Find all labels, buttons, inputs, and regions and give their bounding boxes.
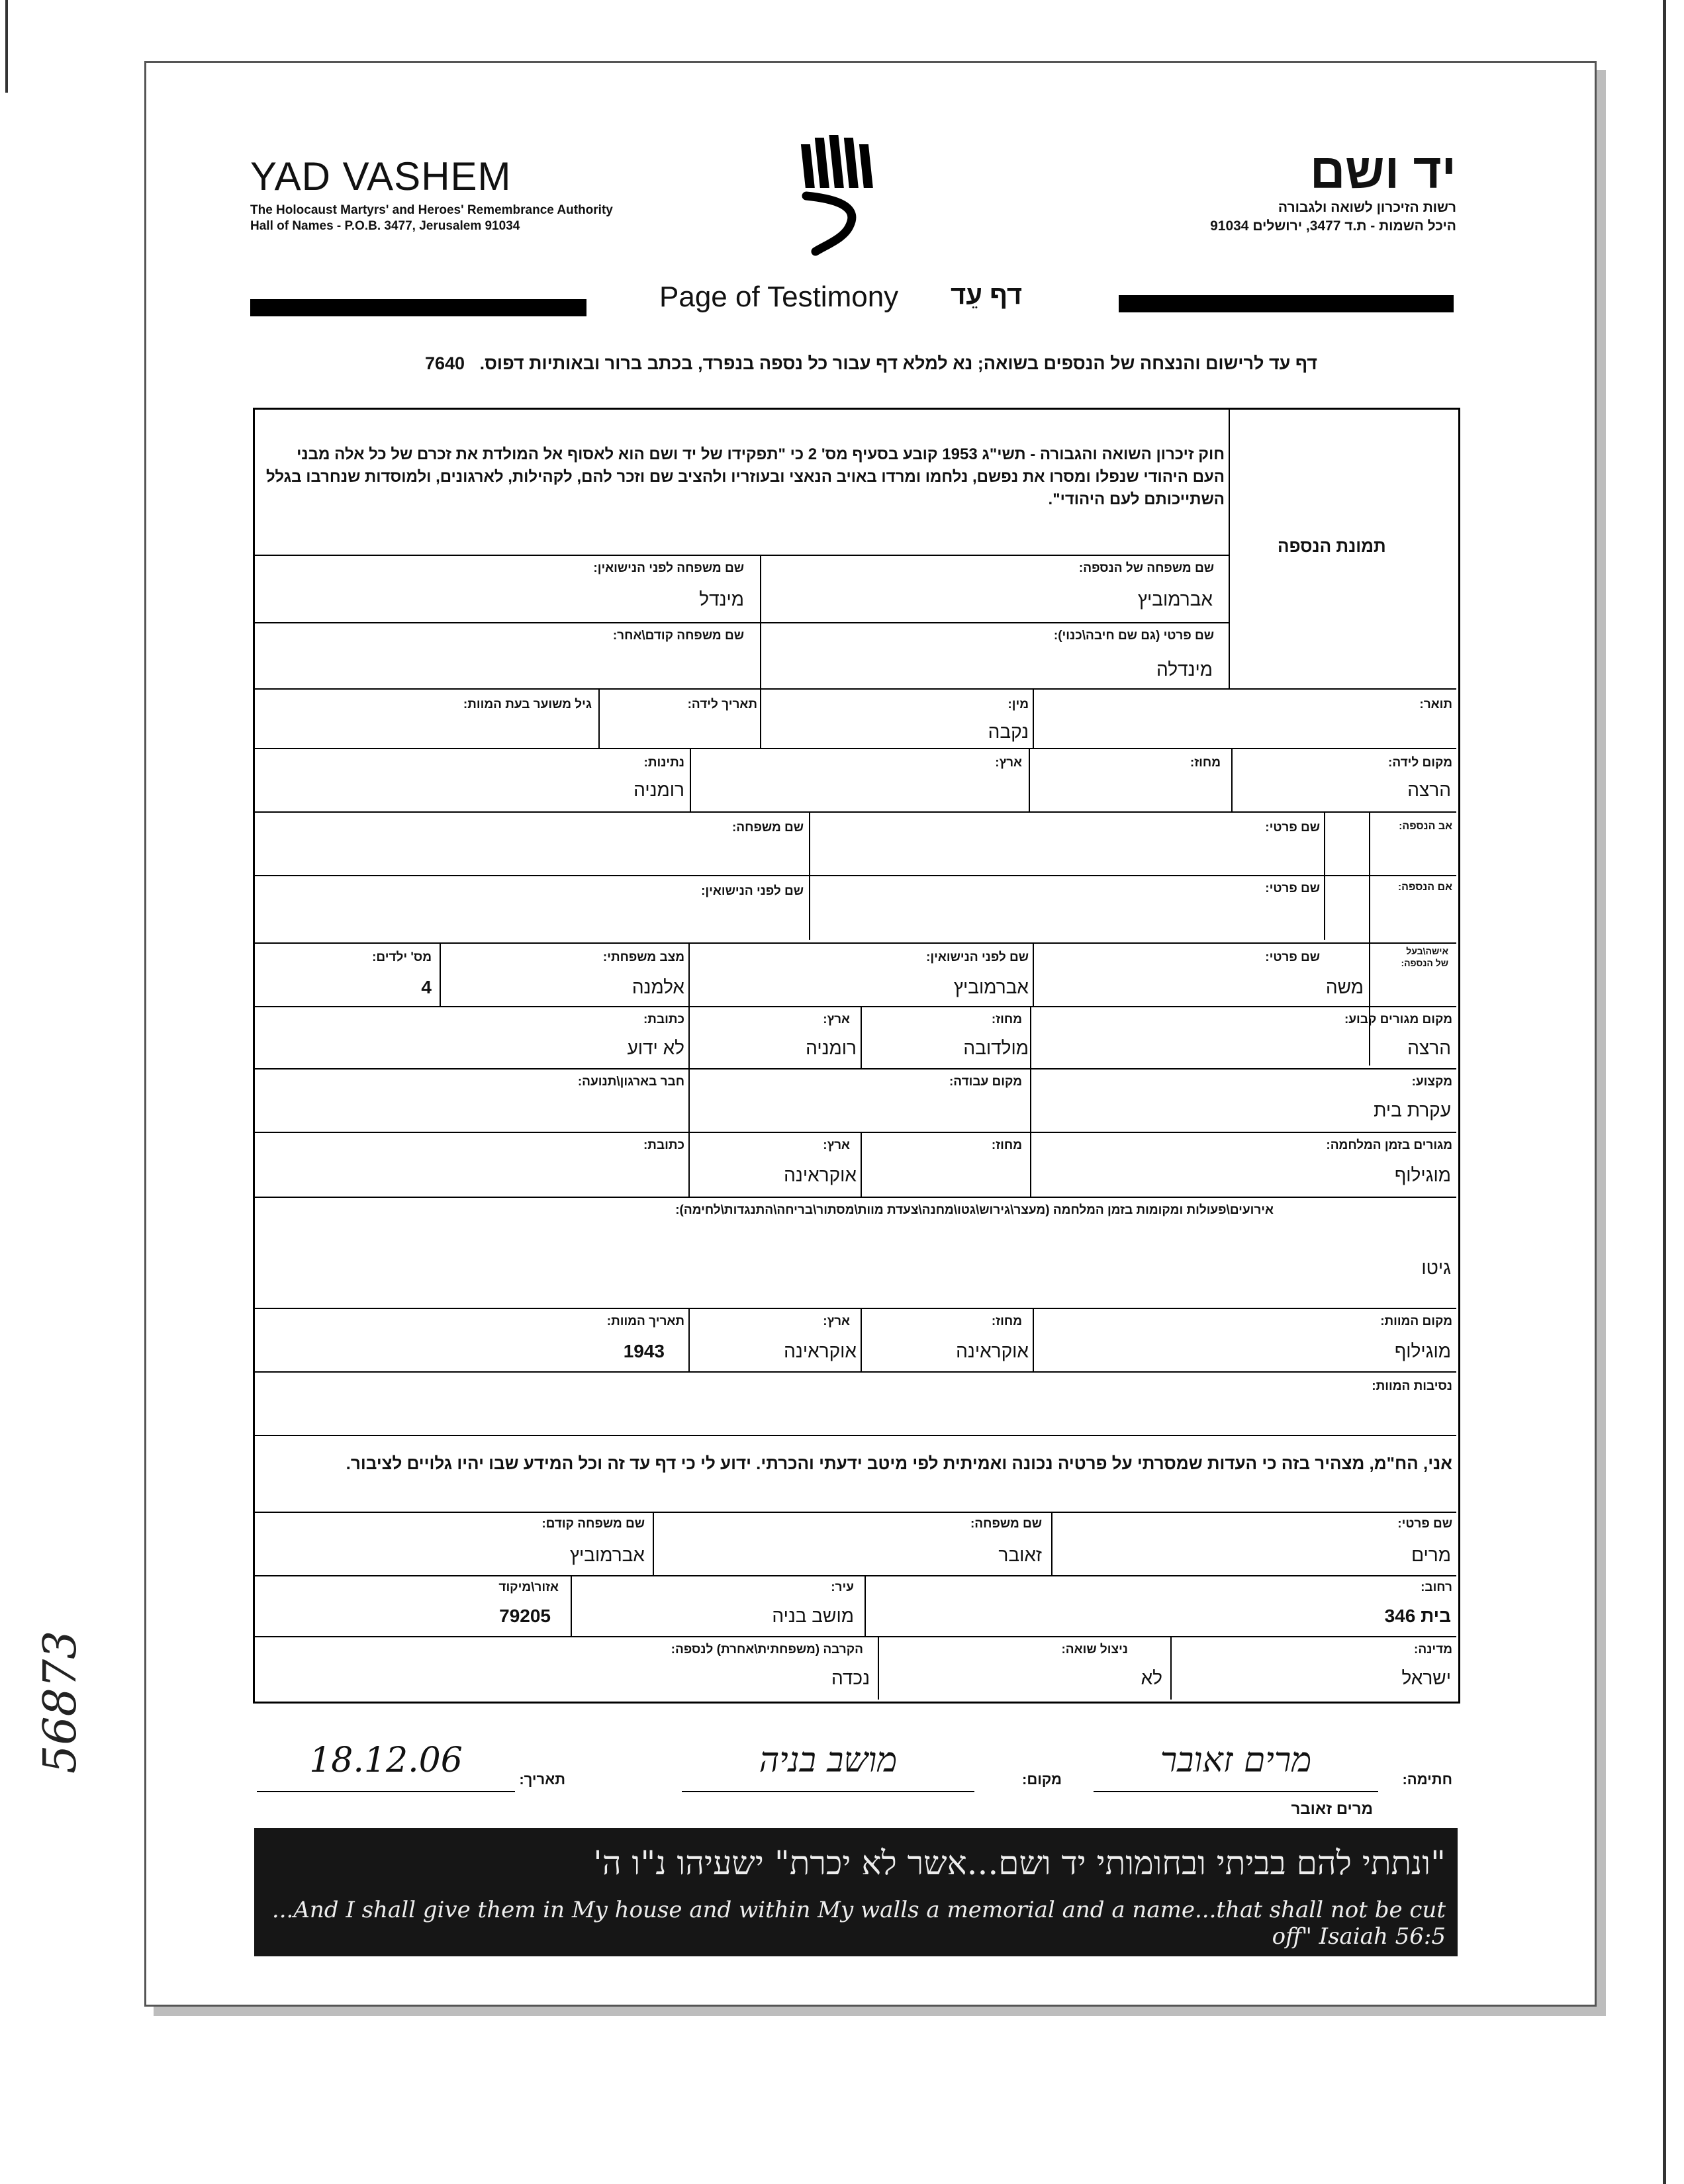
events-label: אירועים\פעולות ומקומות בזמן המלחמה (מעצר\גירוש\גטו\מחנה\צעדת מוות\מסתור\בריחה\התנגדות\לחימה): [675, 1203, 1274, 1217]
residence-country-label: ארץ: [823, 1013, 850, 1026]
title-label: תואר: [1419, 698, 1452, 711]
law-text: חוק זיכרון השואה והגבורה - תשי"ג 1953 קובע בסעיף מס' 2 כי "תפקידו של יד ושם הוא לאסוף אל המולדת את זכרם של כל אלה מבני העם היהודי שנפלו ומסרו את נפשם, נלחמו ומרדו באויב הנאצי ובעוזריו ולהציב שם וזכר להם, לקהילות, לארגונים, ולמוסדות שנחרבו בגלל השתייכותם לעם היהודי". [265, 445, 1225, 508]
divider [571, 1575, 572, 1636]
street-label: רחוב: [1421, 1580, 1452, 1594]
org-subtitle-he-line2: היכל השמות - ת.ד 3477, ירושלים 91034 [1210, 218, 1456, 234]
title-bar-right [1119, 295, 1454, 312]
divider [809, 875, 1456, 876]
org-subtitle-he-line1: רשות הזיכרון לשואה ולגבורה [1278, 200, 1456, 215]
birth-country-label: ארץ: [995, 756, 1022, 770]
death-district-field[interactable]: אוקראינה [956, 1341, 1029, 1361]
divider [760, 555, 761, 688]
divider [254, 811, 1456, 813]
divider [1030, 1068, 1031, 1132]
death-place-label: מקום המוות: [1380, 1314, 1452, 1328]
divider [254, 1006, 1456, 1007]
residence-country-field[interactable]: רומניה [806, 1038, 857, 1058]
gender-label: מין: [1007, 698, 1029, 711]
divider [861, 1006, 862, 1068]
divider [1231, 748, 1233, 811]
divider [254, 1636, 1456, 1637]
first-name-field[interactable]: מינדלה [1156, 659, 1213, 680]
divider [688, 1132, 690, 1197]
org-subtitle-en [250, 203, 714, 234]
profession-label: מקצוע: [1411, 1075, 1452, 1089]
divider [688, 942, 690, 1006]
divider [254, 942, 1456, 944]
signer-name: מרים זאובר [1291, 1800, 1373, 1818]
survivor-field[interactable]: לא [1141, 1668, 1162, 1688]
quote-banner [254, 1828, 1458, 1956]
nationality-label: נתינות: [643, 756, 684, 770]
place-line [682, 1791, 974, 1792]
zip-label: אזור\מיקוד [498, 1580, 559, 1594]
death-country-label: ארץ: [823, 1314, 850, 1328]
place-field[interactable]: מושב בניה [759, 1741, 898, 1780]
wartime-district-label: מחוז: [991, 1138, 1022, 1152]
place-label: מקום: [1022, 1771, 1062, 1788]
submitter-surname-label: שם משפחה: [970, 1517, 1042, 1531]
date-label: תאריך: [519, 1771, 565, 1788]
marital-status-field[interactable]: אלמנה [632, 977, 684, 997]
divider [865, 1575, 866, 1636]
title-bar-left [250, 299, 586, 316]
father-label: אב הנספה: [1399, 821, 1452, 832]
submitter-first-name-label: שם פרטי: [1397, 1517, 1452, 1531]
birth-district-label: מחוז: [1190, 756, 1221, 770]
date-field[interactable]: 18.12.06 [309, 1741, 463, 1780]
maiden-name-label: שם משפחה לפני הנישואין: [593, 561, 744, 575]
mother-maiden-label: שם לפני הנישואין: [701, 884, 804, 898]
divider [878, 1636, 879, 1700]
divider [1051, 1512, 1052, 1575]
yad-vashem-logo-icon [786, 132, 886, 258]
divider [690, 748, 691, 811]
country-label: מדינה: [1414, 1643, 1452, 1657]
divider [254, 1132, 1456, 1133]
children-count-field[interactable]: 4 [421, 977, 432, 997]
events-field[interactable]: גיטו [1421, 1257, 1451, 1278]
org-subtitle-en-line2: Hall of Names - P.O.B. 3477, Jerusalem 91034 [250, 219, 520, 233]
submitter-previous-surname-field[interactable]: אברמוביץ [569, 1545, 645, 1565]
death-date-field[interactable]: 1943 [623, 1341, 665, 1361]
wartime-country-label: ארץ: [823, 1138, 850, 1152]
divider [1030, 1006, 1031, 1068]
birth-date-label: תאריך לידה: [687, 698, 757, 711]
profession-field[interactable]: עקרת בית [1374, 1100, 1451, 1120]
divider [688, 1068, 690, 1132]
surname-field[interactable]: אברמוביץ [1137, 589, 1213, 610]
divider [254, 1512, 1456, 1513]
quote-english: ...And I shall give them in My house and within My walls a memorial and a name...that shall not be cut off" Isaiah 56:5 [271, 1897, 1446, 1950]
signature-field[interactable]: מרים זאובר [1160, 1741, 1312, 1780]
residence-label: מקום מגורים קבוע: [1344, 1013, 1452, 1026]
page-title-en: Page of Testimony [659, 281, 899, 313]
divider [254, 1371, 1456, 1373]
instructions [311, 353, 1317, 374]
residence-district-field[interactable]: מולדובה [963, 1038, 1029, 1058]
divider [1170, 1636, 1172, 1700]
photo-label: תמונת הנספה [1278, 536, 1386, 556]
divider [254, 555, 1229, 556]
surname-label: שם משפחה של הנספה: [1078, 561, 1214, 575]
divider [254, 748, 1456, 749]
page-title-he: דף עֵד [951, 281, 1023, 310]
divider [861, 1308, 862, 1371]
divider [1229, 409, 1230, 688]
signature-line [1094, 1791, 1378, 1792]
divider [598, 688, 600, 748]
divider [254, 1068, 1456, 1069]
wartime-country-field[interactable]: אוקראינה [784, 1165, 857, 1185]
date-line [257, 1791, 515, 1792]
relation-label: הקרבה (משפחתית\אחרת) לנספה: [671, 1643, 863, 1657]
org-title-en: YAD VASHEM [250, 154, 512, 199]
divider [254, 1197, 1456, 1198]
street-field[interactable]: בית 346 [1384, 1606, 1451, 1626]
submitter-previous-surname-label: שם משפחה קודם: [541, 1517, 645, 1531]
divider [254, 688, 1456, 690]
signature-label: חתימה: [1402, 1771, 1452, 1788]
divider [688, 1308, 690, 1371]
relation-field[interactable]: נכדה [831, 1668, 870, 1688]
city-label: עיר: [831, 1580, 854, 1594]
zip-field[interactable]: 79205 [499, 1606, 551, 1626]
father-surname-label: שם משפחה: [731, 821, 804, 835]
wartime-address-label: כתובת: [643, 1138, 684, 1152]
divider [861, 1132, 862, 1197]
birthplace-field[interactable]: הרצה [1407, 780, 1451, 800]
form-code: 7640 [424, 353, 465, 373]
spouse-label: אישה\בעל של הנספה: [1401, 946, 1448, 968]
wartime-residence-label: מגורים בזמן המלחמה: [1326, 1138, 1452, 1152]
org-subtitle-en-line1: The Holocaust Martyrs' and Heroes' Remembrance Authority [250, 203, 613, 217]
children-count-label: מס' ילדים: [372, 950, 432, 964]
marital-status-label: מצב משפחתי: [602, 950, 684, 964]
residence-district-label: מחוז: [991, 1013, 1022, 1026]
wartime-residence-field[interactable]: מוגילוף [1394, 1165, 1451, 1185]
first-name-label: שם פרטי (גם שם חיבה\כנוי): [1053, 629, 1214, 643]
residence-field[interactable]: הרצה [1407, 1038, 1451, 1058]
instructions-text: דף עד לרישום והנצחה של הנספים בשואה; נא למלא דף עבור כל נספה בנפרד, בכתב ברור ובאותיות דפוס. [479, 353, 1317, 373]
city-field[interactable]: מושב בניה [772, 1606, 854, 1626]
declaration-text: אני, הח"מ, מצהיר בזה כי העדות שמסרתי על פרטיה נכונה ואמיתית לפי מיטב ידעתי והכרתי. ידוע לי כי דף עד זה וכל המידע שבו יהיו גלויים לציבור. [346, 1453, 1452, 1473]
divider [254, 1575, 1456, 1576]
submitter-surname-field[interactable]: זאובר [998, 1545, 1042, 1565]
address-label: כתובת: [643, 1013, 684, 1026]
scan-edge [1663, 0, 1666, 2184]
org-title-he: יד ושם [1309, 144, 1456, 199]
spouse-maiden-label: שם לפני הנישואין: [926, 950, 1029, 964]
divider [440, 942, 441, 1006]
father-first-name-label: שם פרטי: [1265, 821, 1320, 835]
address-field[interactable]: לא ידוע [627, 1038, 684, 1058]
workplace-label: מקום עבודה: [949, 1075, 1022, 1089]
divider [688, 1006, 690, 1068]
divider [1033, 1308, 1034, 1371]
death-date-label: תאריך המוות: [606, 1314, 684, 1328]
mother-first-name-label: שם פרטי: [1265, 882, 1320, 895]
previous-surname-label: שם משפחה קודם\אחר: [612, 629, 744, 643]
death-district-label: מחוז: [991, 1314, 1022, 1328]
scan-edge [5, 0, 8, 93]
divider [254, 1308, 1456, 1309]
divider [1033, 942, 1034, 1006]
death-country-field[interactable]: אוקראינה [784, 1341, 857, 1361]
quote-hebrew: "ונתתי להם בביתי ובחומותי יד ושם...אשר לא יכרת" ישעיהו נ"ו ה' [593, 1844, 1446, 1882]
maiden-name-field[interactable]: מינדל [699, 589, 744, 610]
divider [1029, 748, 1030, 811]
death-place-field[interactable]: מוגילוף [1394, 1341, 1451, 1361]
birthplace-label: מקום לידה: [1388, 756, 1452, 770]
divider [254, 622, 1229, 623]
archive-number: 56873 [34, 1630, 87, 1774]
divider [254, 1435, 1456, 1436]
divider [1030, 1132, 1031, 1197]
mother-label: אם הנספה: [1397, 882, 1452, 893]
nationality-field[interactable]: רומניה [633, 780, 684, 800]
divider [760, 688, 761, 748]
death-circumstances-label: נסיבות המוות: [1372, 1379, 1452, 1393]
org-subtitle-he [1072, 199, 1456, 236]
gender-field[interactable]: נקבה [988, 721, 1029, 742]
organization-label: חבר בארגון\תנועה: [577, 1075, 684, 1089]
spouse-first-name-field[interactable]: משה [1325, 977, 1364, 997]
divider [1369, 811, 1370, 1066]
divider [1033, 688, 1034, 748]
divider [653, 1512, 654, 1575]
spouse-maiden-field[interactable]: אברמוביץ [953, 977, 1029, 997]
spouse-first-name-label: שם פרטי: [1265, 950, 1320, 964]
photo-placeholder[interactable] [1238, 569, 1443, 682]
submitter-first-name-field[interactable]: מרים [1411, 1545, 1451, 1565]
survivor-label: ניצול שואה: [1061, 1643, 1128, 1657]
country-field[interactable]: ישראל [1401, 1668, 1451, 1688]
age-at-death-label: גיל משוער בעת המוות: [463, 698, 592, 711]
